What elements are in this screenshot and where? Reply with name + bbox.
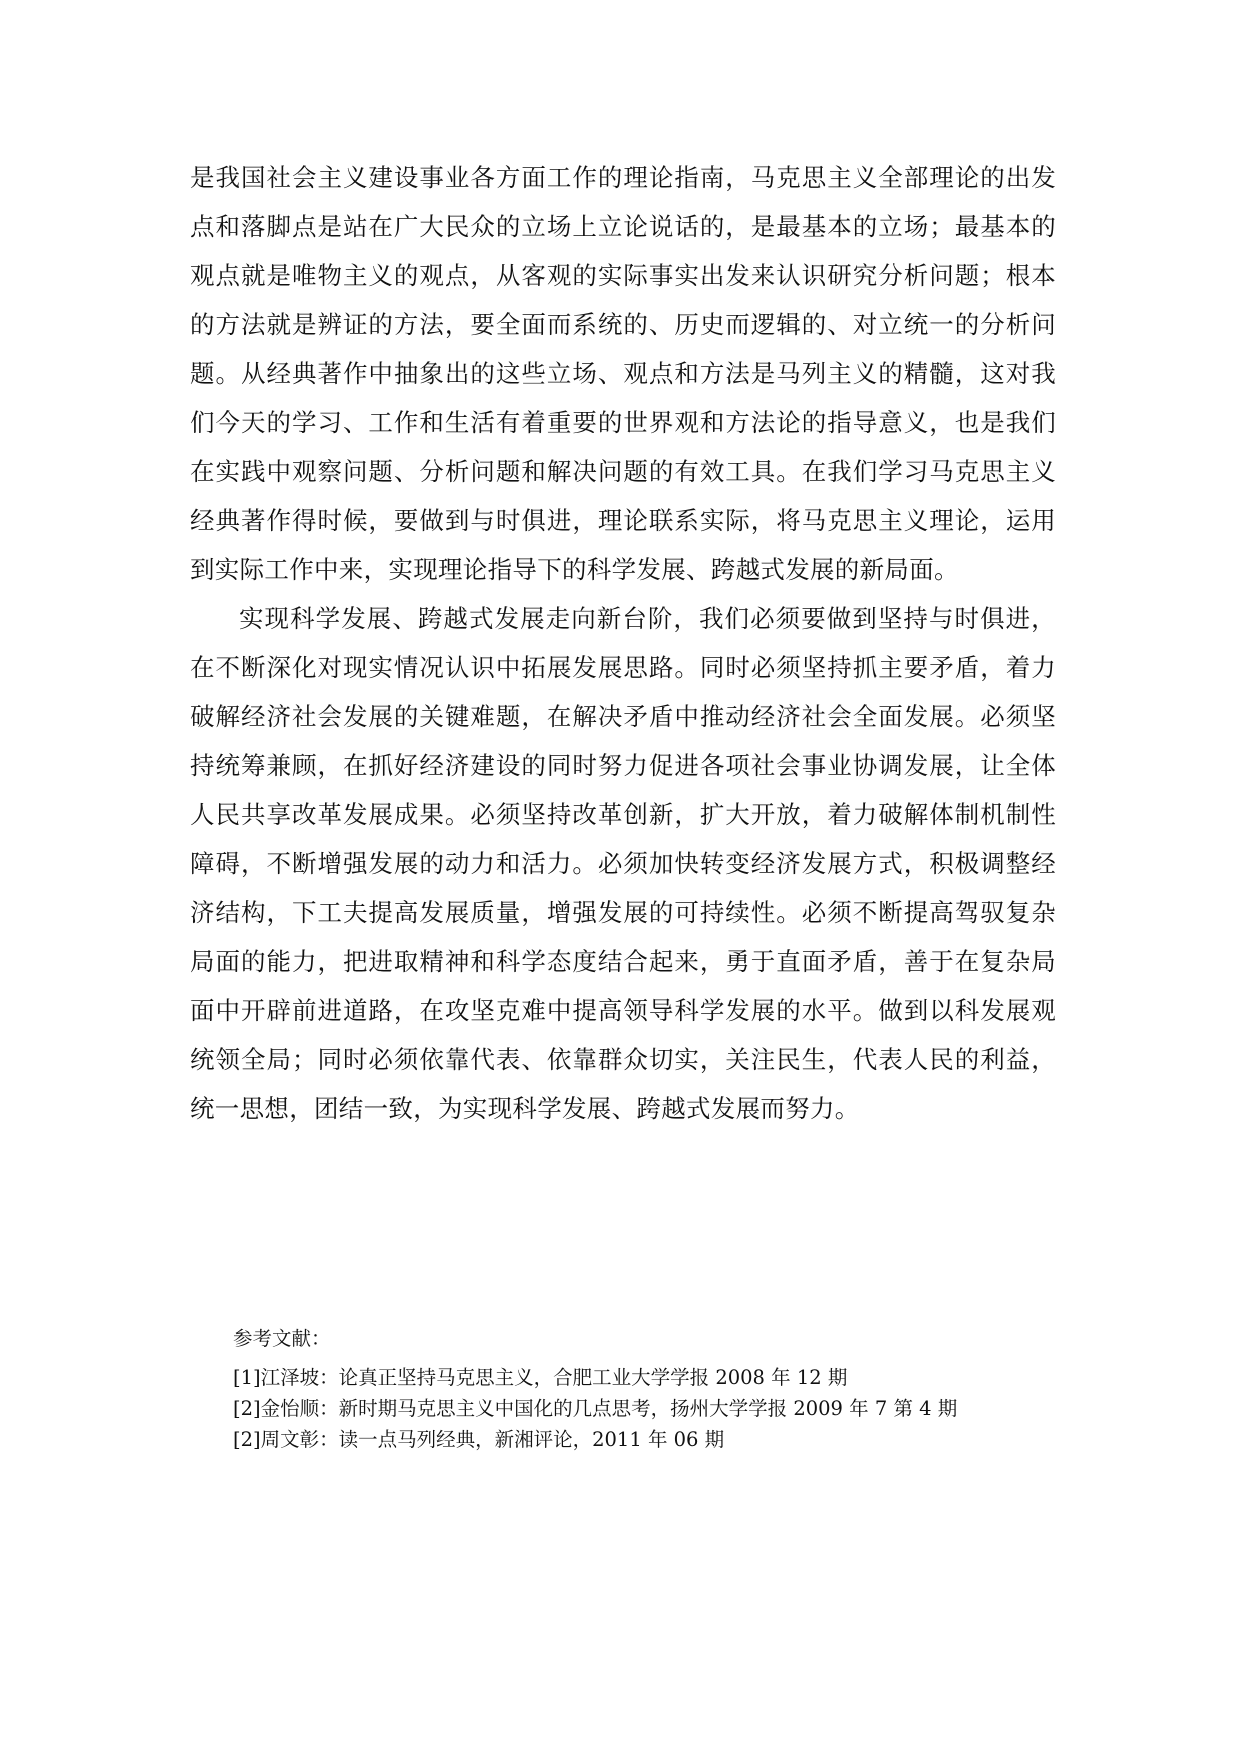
references-list	[233, 1362, 1053, 1455]
reference-item-2: [2]金怡顺：新时期马克思主义中国化的几点思考，扬州大学学报 2009 年 7 第 4 期	[233, 1397, 958, 1420]
reference-item-1: [1]江泽坡：论真正坚持马克思主义，合肥工业大学学报 2008 年 12 期	[233, 1366, 848, 1389]
paragraph-1: 是我国社会主义建设事业各方面工作的理论指南，马克思主义全部理论的出发点和落脚点是站在广大民众的立场上立论说话的，是最基本的立场；最基本的观点就是唯物主义的观点，从客观的实际事实出发来认识研究分析问题；根本的方法就是辨证的方法，要全面而系统的、历史而逻辑的、对立统一的分析问题。从经典著作中抽象出的这些立场、观点和方法是马列主义的精髓，这对我们今天的学习、工作和生活有着重要的世界观和方法论的指导意义，也是我们在实践中观察问题、分析问题和解决问题的有效工具。在我们学习马克思主义经典著作得时候，要做到与时俱进，理论联系实际，将马克思主义理论，运用到实际工作中来，实现理论指导下的科学发展、跨越式发展的新局面。	[190, 163, 1056, 584]
references-section	[233, 1324, 1053, 1455]
paragraph-2: 实现科学发展、跨越式发展走向新台阶，我们必须要做到坚持与时俱进，在不断深化对现实情况认识中拓展发展思路。同时必须坚持抓主要矛盾，着力破解经济社会发展的关键难题，在解决矛盾中推动经济社会全面发展。必须坚持统筹兼顾，在抓好经济建设的同时努力促进各项社会事业协调发展，让全体人民共享改革发展成果。必须坚持改革创新，扩大开放，着力破解体制机制性障碍，不断增强发展的动力和活力。必须加快转变经济发展方式，积极调整经济结构，下工夫提高发展质量，增强发展的可持续性。必须不断提高驾驭复杂局面的能力，把进取精神和科学态度结合起来，勇于直面矛盾，善于在复杂局面中开辟前进道路，在攻坚克难中提高领导科学发展的水平。做到以科发展观统领全局；同时必须依靠代表、依靠群众切实，关注民生，代表人民的利益，统一思想，团结一致，为实现科学发展、跨越式发展而努力。	[190, 604, 1056, 1123]
reference-item-3: [2]周文彰：读一点马列经典，新湘评论，2011 年 06 期	[233, 1428, 725, 1451]
references-title: 参考文献：	[233, 1327, 331, 1350]
body-text	[190, 153, 1056, 1133]
